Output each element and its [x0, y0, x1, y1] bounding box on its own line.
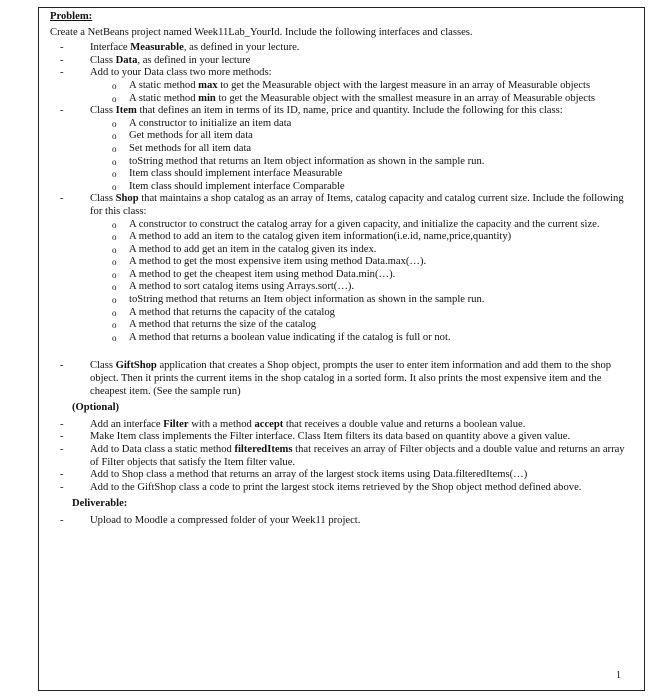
problem-heading: Problem: [50, 11, 93, 22]
list-item: - Class Item that defines an item in terms of its ID, name, price and quantity. Include the following for this class: o A constructor to initialize an item data o Get methods for all item data o Set methods for all item data o toString method that returns an Item object information as shown in the sample run. o Item class should implement interface Measurable o Item class should implement interface Comparable [50, 105, 633, 193]
section-gap [50, 344, 633, 360]
list-item: - Add to Shop class a method that returns an array of the largest stock items using Data.filteredItems(…) [60, 469, 528, 481]
item-methods-list [90, 118, 633, 194]
list-item: o Item class should implement interface Comparable [112, 180, 345, 192]
list-item: - Interface Measurable, as defined in your lecture. [60, 42, 300, 54]
giftshop-list [50, 360, 633, 398]
list-item: - Upload to Moodle a compressed folder of your Week11 project. [60, 514, 361, 526]
list-item: - Add to your Data class two more methods: o A static method max to get the Measurable object with the largest measure in an array of Measurable objects o A static method min to get the Measurable object with the smallest measure in an array of Measurable objects [50, 67, 633, 105]
page-number: 1 [616, 670, 621, 681]
list-item: o A constructor to construct the catalog array for a given capacity, and initialize the capacity and the current size. [112, 218, 600, 230]
intro-text: Create a NetBeans project named Week11Lab_YourId. Include the following interfaces and classes. [50, 26, 473, 38]
list-item: o A method to sort catalog items using Arrays.sort(…). [112, 281, 355, 293]
list-item: o toString method that returns an Item object information as shown in the sample run. [112, 155, 485, 167]
list-item: o A method to get the cheapest item using method Data.min(…). [112, 268, 396, 280]
list-item: o toString method that returns an Item object information as shown in the sample run. [112, 294, 485, 306]
list-item: o A method that returns the capacity of the catalog [112, 306, 335, 318]
list-item: - Make Item class implements the Filter interface. Class Item filters its data based on quantity above a given value. [60, 431, 571, 443]
deliverable-list [50, 515, 633, 528]
requirements-list [50, 42, 633, 344]
list-item: - Add to Data class a static method filteredItems that receives an array of Filter objects and a double value and returns an array of Filter objects that satisfy the Item filter value. [60, 444, 625, 468]
list-item: - Add an interface Filter with a method accept that receives a double value and returns a boolean value. [60, 418, 526, 430]
list-item: o A static method min to get the Measurable object with the smallest measure in an array of Measurable objects [112, 92, 596, 104]
list-item: o A static method max to get the Measurable object with the largest measure in an array of Measurable objects [112, 79, 591, 91]
list-item: o A method that returns the size of the catalog [112, 319, 317, 331]
optional-heading: (Optional) [72, 402, 120, 414]
shop-methods-list [90, 219, 633, 345]
list-item: o Item class should implement interface Measurable [112, 168, 343, 180]
list-item: o Get methods for all item data [112, 130, 253, 142]
list-item: o Set methods for all item data [112, 142, 252, 154]
deliverable-heading: Deliverable: [72, 498, 128, 510]
data-methods-list [90, 80, 633, 105]
list-item: o A method to add get an item in the catalog given its index. [112, 243, 377, 255]
list-item: - Add to the GiftShop class a code to print the largest stock items retrieved by the Shop object method defined above. [60, 481, 582, 493]
list-item: o A method to get the most expensive item using method Data.max(…). [112, 256, 427, 268]
list-item: o A method that returns a boolean value indicating if the catalog is full or not. [112, 331, 451, 343]
optional-list [50, 419, 633, 495]
list-item: o A constructor to initialize an item data [112, 117, 292, 129]
list-item: - Class Data, as defined in your lecture [60, 54, 251, 66]
list-item: o A method to add an item to the catalog given item information(i.e.id, name,price,quantity) [112, 231, 512, 243]
document-content [50, 11, 633, 528]
list-item: - Class GiftShop application that creates a Shop object, prompts the user to enter item information and add them to the shop object. Then it prints the current items in the shop catalog in a sorted form. It also prints the most expensive item and the cheapest item. (See the sample run) [60, 360, 612, 397]
list-item: - Class Shop that maintains a shop catalog as an array of Items, catalog capacity and catalog current size. Include the following for this class: o A constructor to construct the catalog array for a given capacity, and initialize the capacity and the current size. o A method to add an item to the catalog given item information(i.e.id, name,price,quantity) o A method to add get an item in the catalog given its index. o A method to get the most expensive item using method Data.max(…). o A method to get the cheapest item using method Data.min(…). o A method to sort catalog items using Arrays.sort(…). o toString method that returns an Item object information as shown in the sample run. o A method that returns the capacity of the catalog o A method that returns the size of the catalog o A method that returns a boolean value indicating if the catalog is full or not. [50, 193, 633, 344]
